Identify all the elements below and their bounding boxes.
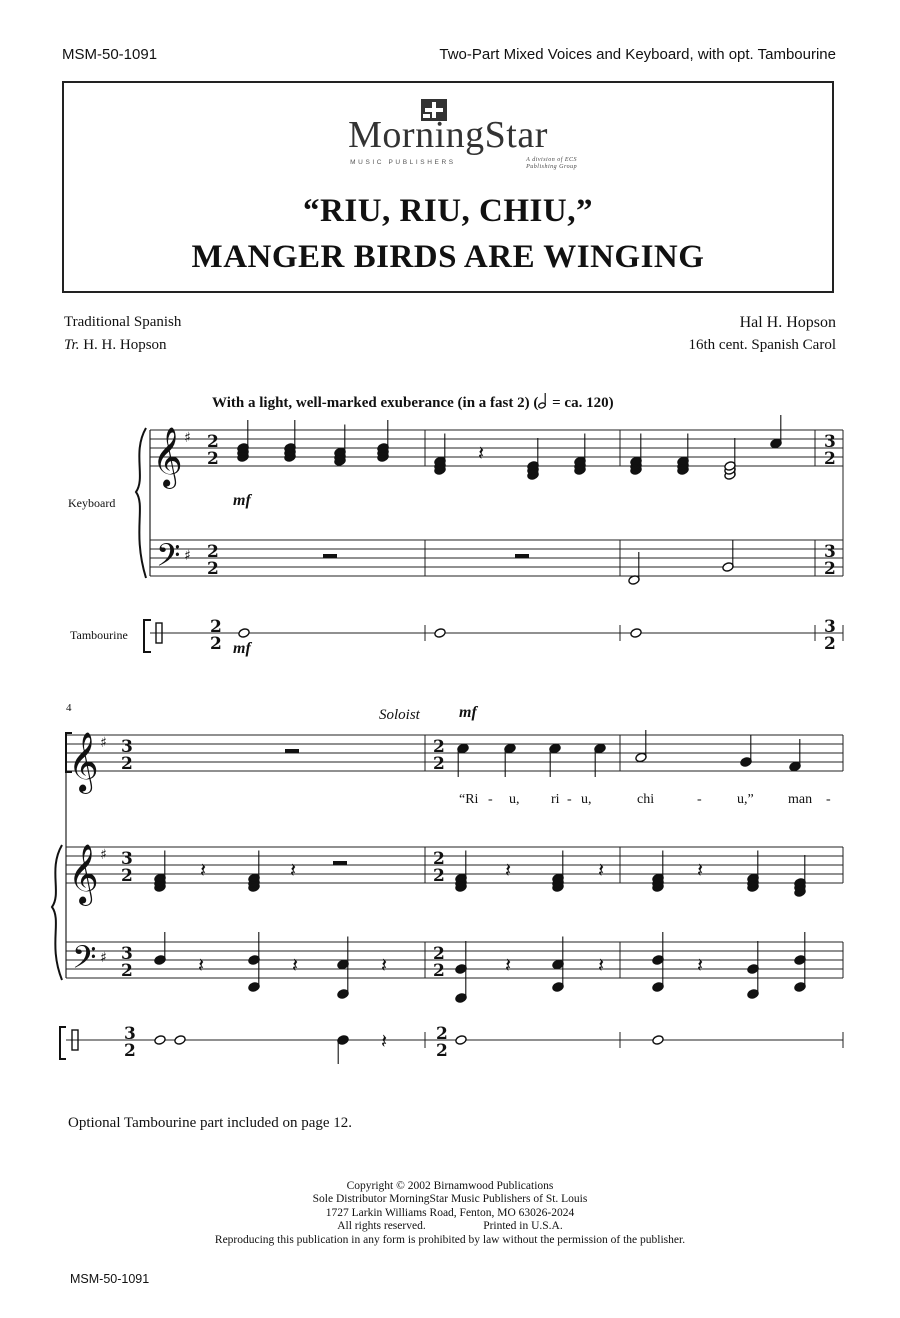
quarter-rest: 𝄽 [697,858,704,882]
translator-name: H. H. Hopson [83,337,167,353]
key-signature-sharp: ♯ [100,847,107,863]
quarter-rest: 𝄽 [381,1029,388,1053]
time-signature: 2 [433,849,445,869]
dynamic-keyboard: mf [233,492,251,509]
quarter-rest: 𝄽 [381,953,388,977]
time-signature: 2 [433,961,445,981]
time-signature: 2 [207,542,219,562]
lyric-syllable: u, [509,792,520,807]
lyric-syllable: chi [637,792,655,807]
keyboard-brace [136,428,146,578]
measure-number: 4 [66,702,72,714]
time-signature: 3 [121,737,133,757]
quarter-rest: 𝄽 [505,953,512,977]
key-signature-sharp: ♯ [184,548,191,564]
quarter-rest: 𝄽 [505,858,512,882]
time-signature: 2 [433,866,445,886]
time-signature: 2 [207,559,219,579]
note-head [434,628,446,639]
note-head [455,1035,467,1046]
copyright-line: Sole Distributor MorningStar Music Publishers of St. Louis [312,1193,588,1206]
key-signature-sharp: ♯ [100,735,107,751]
copyright-line: All rights reserved. Printed in U.S.A. [337,1220,563,1233]
key-signature-sharp: ♯ [100,950,107,966]
quarter-rest: 𝄽 [478,441,485,465]
note-head [652,1035,664,1046]
time-signature: 3 [121,944,133,964]
quarter-rest: 𝄽 [598,953,605,977]
time-signature: 2 [433,737,445,757]
tempo-text: With a light, well-marked exuberance (in a fast 2) ( [212,395,539,411]
soloist-label: Soloist [379,707,420,723]
dynamic-soloist: mf [459,704,477,721]
composer: Hal H. Hopson [739,314,836,331]
quarter-rest: 𝄽 [598,858,605,882]
lyric-hyphen: - [488,792,493,807]
footnote: Optional Tambourine part included on page 12. [68,1115,353,1131]
bass-clef: 𝄢 [156,537,181,581]
time-signature: 2 [207,449,219,469]
lyric-hyphen: - [567,792,572,807]
quarter-rest: 𝄽 [200,858,207,882]
copyright-line: Copyright © 2002 Birnamwood Publications [346,1180,554,1192]
note-head [154,1035,166,1046]
dynamic-tambourine: mf [233,640,251,657]
copyright-block [0,1180,900,1247]
lyric-syllable: u, [581,792,592,807]
header-catalog-number: MSM-50-1091 [62,46,158,63]
time-signature: 2 [824,449,836,469]
lyric-syllable: man [788,792,813,807]
time-signature: 3 [121,849,133,869]
note-head [174,1035,186,1046]
time-signature: 2 [433,754,445,774]
lyric-syllable: u,” [737,792,754,807]
time-signature: 3 [824,542,836,562]
keyboard-brace [52,845,62,980]
text-source: Traditional Spanish [64,314,182,330]
bass-clef: 𝄢 [72,939,97,983]
key-signature-sharp: ♯ [184,430,191,446]
quarter-rest: 𝄽 [290,858,297,882]
time-signature: 2 [121,754,133,774]
time-signature: 3 [824,617,836,637]
tempo-value: = ca. 120) [548,395,614,411]
half-rest [323,554,337,558]
publisher-division-note: A division of ECS Publishing Group [526,157,578,170]
time-signature: 3 [824,432,836,452]
time-signature: 2 [124,1041,136,1061]
treble-clef: 𝄞 [152,427,183,487]
footer-catalog-number: MSM-50-1091 [70,1272,150,1286]
title-line-1: “RIU, RIU, CHIU,” [303,193,593,229]
lyric-hyphen: - [697,792,702,807]
title-line-2: MANGER BIRDS ARE WINGING [191,239,705,275]
time-signature: 3 [124,1024,136,1044]
lyric-hyphen: - [826,792,831,807]
tambourine-bracket [144,620,151,652]
time-signature: 2 [207,432,219,452]
instrument-label-keyboard: Keyboard [68,496,116,510]
time-signature: 2 [436,1041,448,1061]
instrument-label-tambourine: Tambourine [70,628,128,642]
half-rest [285,749,299,753]
time-signature: 2 [433,944,445,964]
note-head [630,628,642,639]
tune-source: 16th cent. Spanish Carol [688,337,836,353]
publisher-logo-text: MorningStar [348,114,548,156]
time-signature: 2 [824,559,836,579]
quarter-rest: 𝄽 [292,953,299,977]
quarter-rest: 𝄽 [198,953,205,977]
treble-clef: 𝄞 [68,732,99,792]
half-rest [333,861,347,865]
lyric-syllable: “Ri [459,792,479,807]
translator-prefix: Tr. [64,337,80,353]
time-signature: 2 [436,1024,448,1044]
time-signature: 2 [121,866,133,886]
note-head [238,628,250,639]
time-signature: 2 [210,634,222,654]
tambourine-bracket [60,1027,66,1059]
quarter-rest: 𝄽 [697,953,704,977]
time-signature: 2 [824,634,836,654]
time-signature: 2 [121,961,133,981]
header-scoring: Two-Part Mixed Voices and Keyboard, with opt. Tambourine [439,46,836,63]
lyric-syllable: ri [551,792,560,807]
time-signature: 2 [210,617,222,637]
half-rest [515,554,529,558]
copyright-line: Reproducing this publication in any form is prohibited by law without the permission of the publisher. [214,1233,686,1246]
copyright-line: 1727 Larkin Williams Road, Fenton, MO 63026-2024 [325,1206,575,1219]
publisher-logo-subtitle: MUSIC PUBLISHERS [350,159,456,166]
treble-clef: 𝄞 [68,844,99,904]
